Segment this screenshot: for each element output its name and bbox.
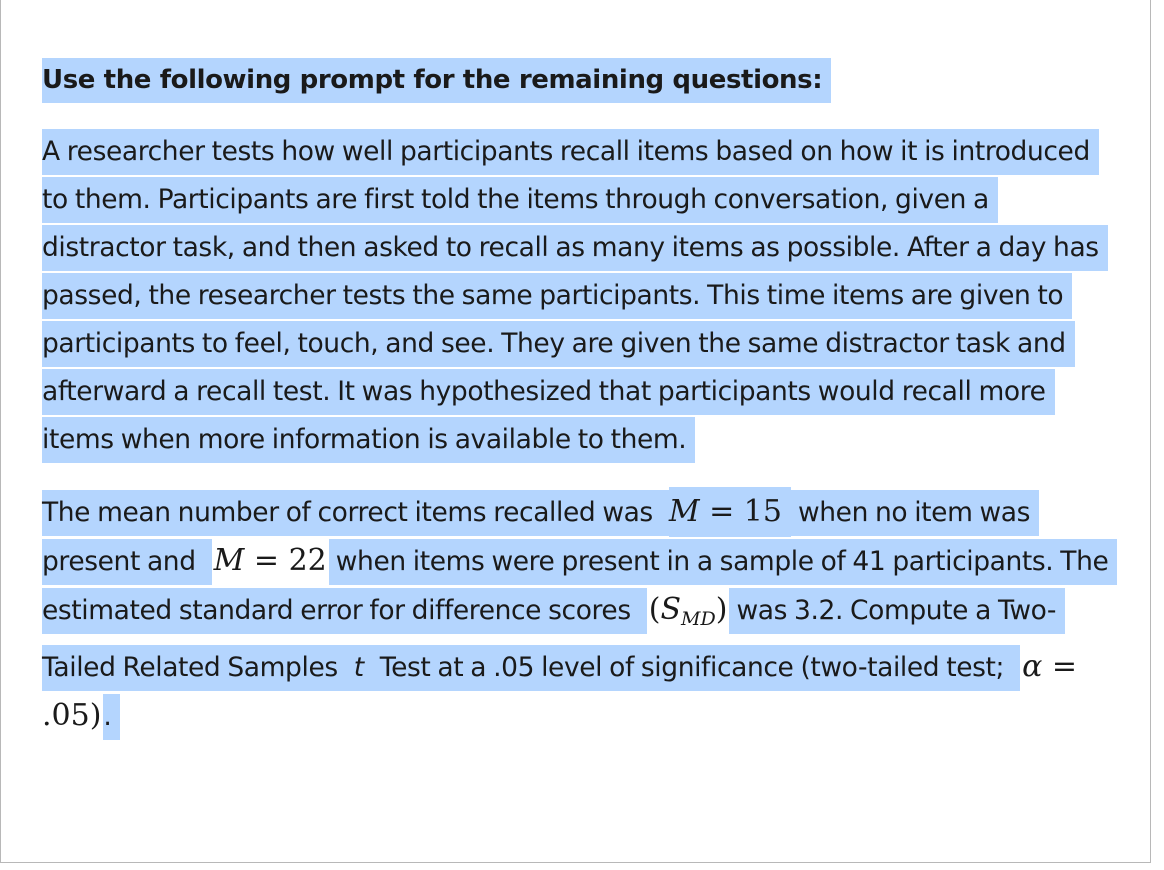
math-var-m2: M xyxy=(213,543,245,578)
stats-t-italic[interactable]: t xyxy=(354,645,373,691)
math-subscript-md: MD xyxy=(681,608,716,630)
math-var-m1: M xyxy=(668,494,700,529)
math-mean-22[interactable] xyxy=(212,543,329,578)
prompt-heading xyxy=(42,56,1116,104)
math-var-alpha: α xyxy=(1022,649,1043,684)
math-value-alpha: = .05) xyxy=(42,649,1078,733)
stats-text-4[interactable]: was 3.2. Compute a Two-Tailed Related Samples xyxy=(42,588,1065,691)
math-value-22: = 22 xyxy=(244,543,327,578)
heading-text[interactable]: Use the following prompt for the remaining questions: xyxy=(42,58,831,103)
math-var-s: S xyxy=(660,592,682,627)
stats-text-6[interactable]: . xyxy=(103,694,120,740)
math-value-15: = 15 xyxy=(699,494,782,529)
scenario-text[interactable]: A researcher tests how well participants recall items based on how it is introduced to them. Participants are first told the items through conversation, given a distractor task, and then asked to recall as many items as possible. After a day has passed, the researcher tests the same participants. This time items are given to participants to feel, touch, and see. They are given the same distractor task and afterward a recall test. It was hypothesized that participants would recall more items when more information is available to them. xyxy=(42,129,1108,463)
statistics-paragraph xyxy=(42,488,1116,741)
math-paren-open: ( xyxy=(648,592,661,627)
math-smd[interactable] xyxy=(647,592,730,630)
stats-text-5[interactable]: Test at a .05 level of significance (two-tailed test; xyxy=(373,645,1020,691)
document-content xyxy=(42,56,1116,741)
math-mean-15[interactable] xyxy=(669,487,791,537)
stats-text-1[interactable]: The mean number of correct items recalled was xyxy=(42,490,669,536)
stats-text-2[interactable]: when no item was present and xyxy=(42,490,1039,585)
scenario-paragraph xyxy=(42,128,1116,464)
math-paren-close: ) xyxy=(715,592,728,627)
stats-text-3[interactable]: when items were present in a sample of 41 participants. The estimated standard error for difference scores xyxy=(42,539,1117,634)
